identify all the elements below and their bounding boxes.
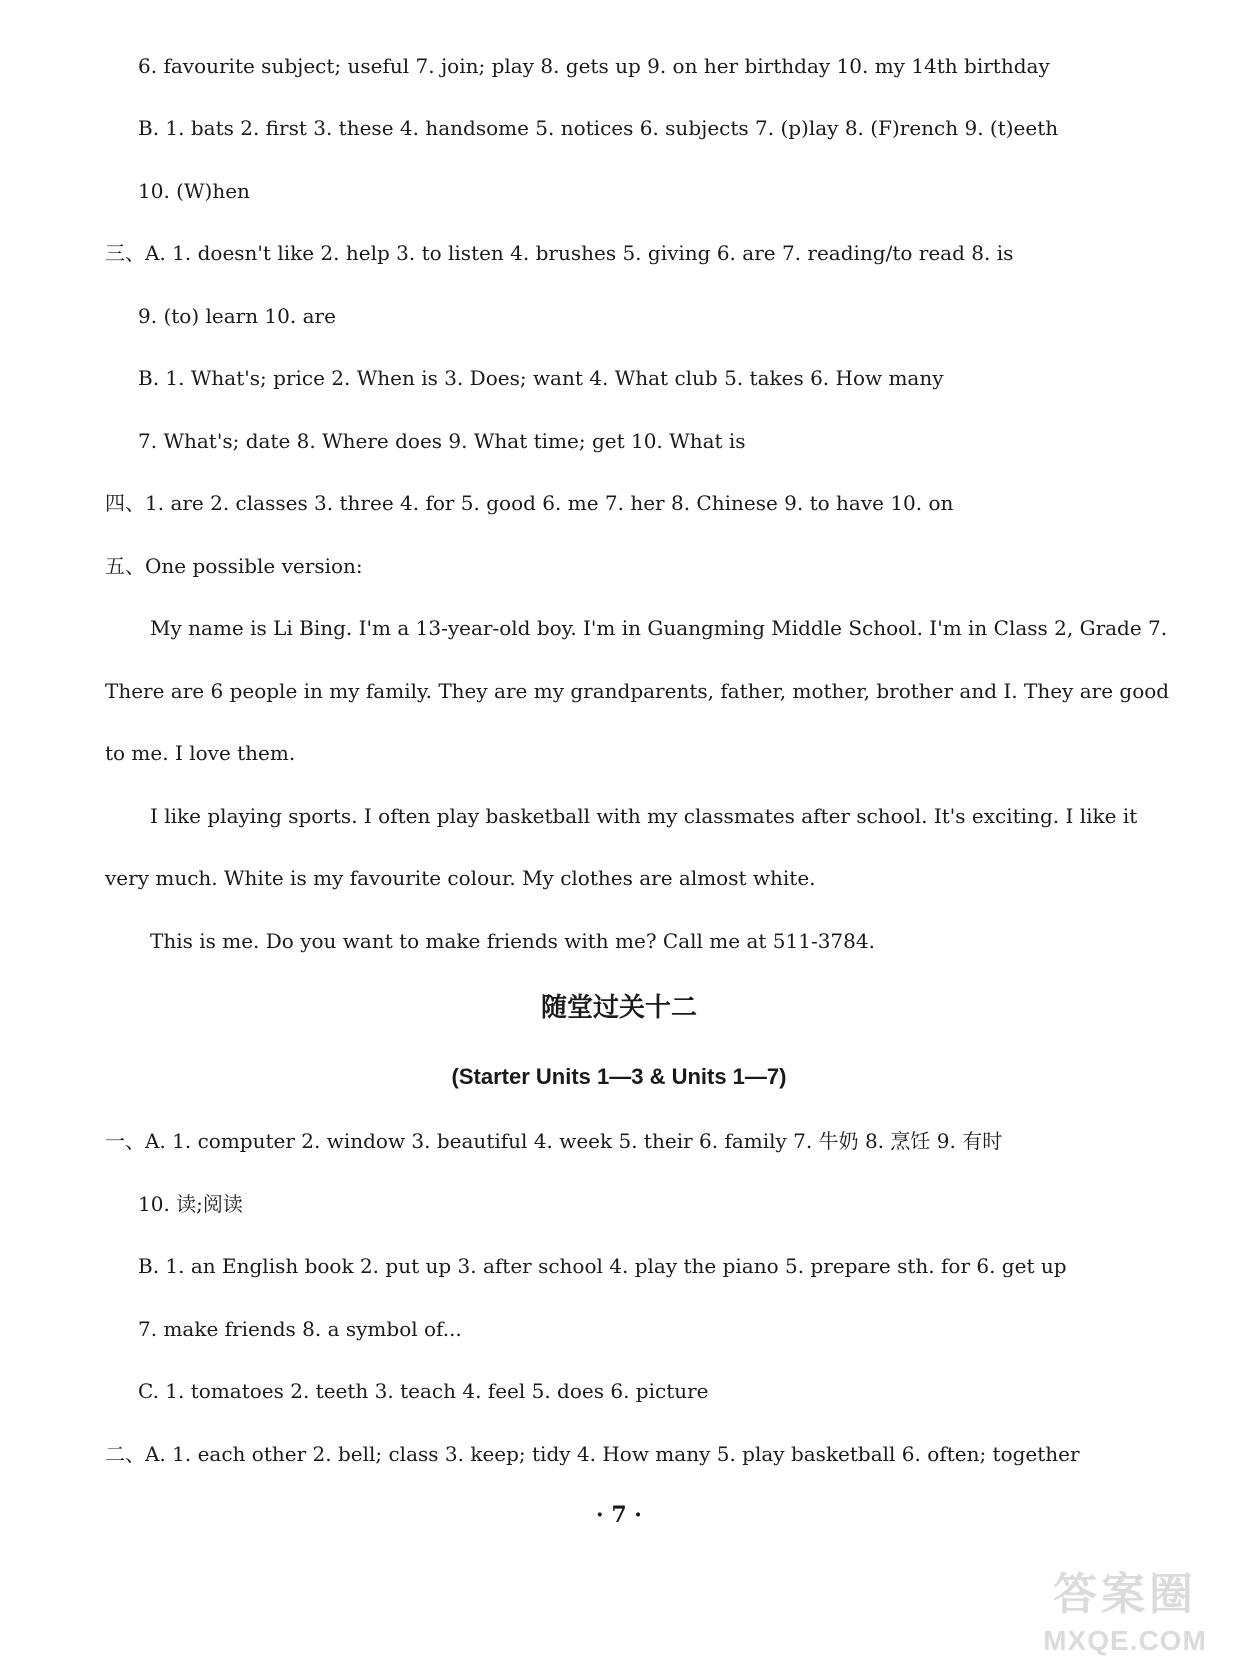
- essay-line: There are 6 people in my family. They are my grandparents, father, mother, brother and I. They are good: [105, 679, 1170, 703]
- section-three-line: 三、A. 1. doesn't like 2. help 3. to listen 4. brushes 5. giving 6. are 7. reading/to read 8. is: [105, 241, 1014, 265]
- page-number: · 7 ·: [596, 1502, 642, 1528]
- answer-line: 9. (to) learn 10. are: [138, 304, 336, 328]
- section-one-line: 一、A. 1. computer 2. window 3. beautiful 4. week 5. their 6. family 7. 牛奶 8. 烹饪 9. 有时: [105, 1129, 1003, 1153]
- answer-line: 6. favourite subject; useful 7. join; play 8. gets up 9. on her birthday 10. my 14th birthday: [138, 54, 1050, 78]
- essay-line: very much. White is my favourite colour. My clothes are almost white.: [105, 866, 816, 890]
- essay-line: My name is Li Bing. I'm a 13-year-old boy. I'm in Guangming Middle School. I'm in Class 2, Grade 7.: [150, 616, 1168, 640]
- answer-line: B. 1. What's; price 2. When is 3. Does; want 4. What club 5. takes 6. How many: [138, 366, 944, 390]
- answer-line: 10. (W)hen: [138, 179, 250, 203]
- answer-line: C. 1. tomatoes 2. teeth 3. teach 4. feel 5. does 6. picture: [138, 1379, 709, 1403]
- answer-line: B. 1. an English book 2. put up 3. after school 4. play the piano 5. prepare sth. for 6. get up: [138, 1254, 1067, 1278]
- watermark-url: MXQE.COM: [1043, 1625, 1207, 1656]
- essay-line: I like playing sports. I often play basketball with my classmates after school. It's exciting. I like it: [150, 804, 1138, 828]
- answer-line: 7. What's; date 8. Where does 9. What time; get 10. What is: [138, 429, 746, 453]
- watermark-logo: [1020, 1569, 1230, 1661]
- essay-line: This is me. Do you want to make friends with me? Call me at 511-3784.: [150, 929, 875, 953]
- section-five-heading: 五、One possible version:: [105, 554, 363, 578]
- section-two-line: 二、A. 1. each other 2. bell; class 3. keep; tidy 4. How many 5. play basketball 6. often; together: [105, 1442, 1080, 1466]
- section-title: 随堂过关十二: [540, 993, 697, 1023]
- answer-line: 10. 读;阅读: [138, 1192, 243, 1216]
- section-subtitle: (Starter Units 1—3 & Units 1—7): [451, 1064, 787, 1089]
- answer-line: B. 1. bats 2. first 3. these 4. handsome 5. notices 6. subjects 7. (p)lay 8. (F)rench 9. (t)eeth: [138, 116, 1059, 140]
- answer-line: 7. make friends 8. a symbol of...: [138, 1317, 462, 1341]
- watermark-text: 答案圈: [1053, 1570, 1197, 1619]
- section-four-line: 四、1. are 2. classes 3. three 4. for 5. good 6. me 7. her 8. Chinese 9. to have 10. on: [105, 491, 954, 515]
- essay-line: to me. I love them.: [105, 741, 296, 765]
